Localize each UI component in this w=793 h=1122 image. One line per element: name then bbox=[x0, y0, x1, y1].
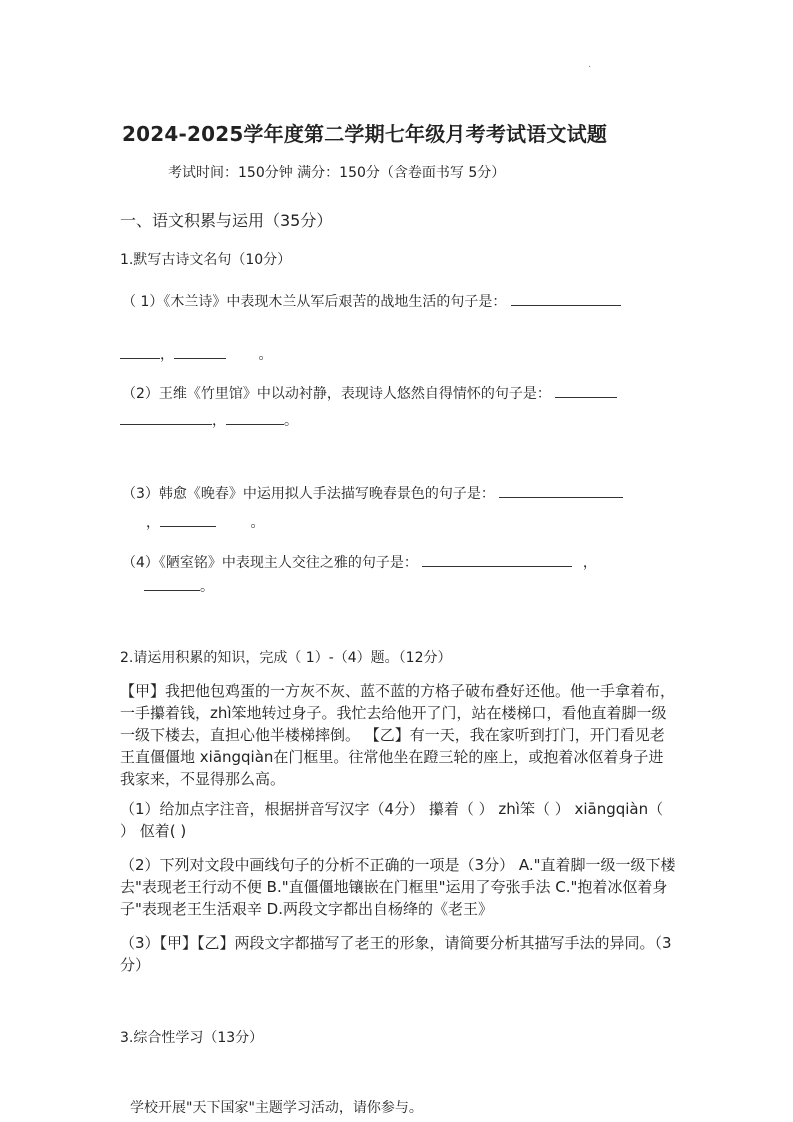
terminator: 。 bbox=[200, 579, 214, 595]
separator: ， bbox=[160, 347, 174, 363]
answer-blank[interactable] bbox=[174, 344, 226, 359]
separator: ， bbox=[212, 413, 226, 429]
q1-item-1-text: （ 1）《木兰诗》中表现木兰从军后艰苦的战地生活的句子是： bbox=[122, 294, 507, 310]
q1-item-2 bbox=[122, 383, 617, 403]
q2-sub-1: （1）给加点字注音，根据拼音写汉字（4分） 攥着（ ） zhì笨（ ） xiāngqiàn（ ） 伛着( ) bbox=[120, 800, 664, 840]
q1-item-2-text: （2）王维《竹里馆》中以动衬静，表现诗人悠然自得情怀的句子是： bbox=[122, 386, 551, 402]
answer-blank[interactable] bbox=[422, 552, 572, 567]
q3-intro: 学校开展"天下国家"主题学习活动，请你参与。 bbox=[130, 1100, 423, 1116]
terminator: 。 bbox=[250, 515, 265, 531]
answer-blank[interactable] bbox=[120, 410, 212, 425]
answer-blank[interactable] bbox=[555, 383, 617, 398]
answer-blank[interactable] bbox=[160, 512, 216, 527]
answer-blank[interactable] bbox=[120, 344, 160, 359]
question-2-title: 2.请运用积累的知识，完成（ 1）-（4）题。（12分） bbox=[120, 650, 452, 666]
answer-blank[interactable] bbox=[144, 576, 200, 591]
separator: ， bbox=[582, 555, 597, 571]
q2-sub-3: （3）【甲】【乙】两段文字都描写了老王的形象，请简要分析其描写手法的异同。（3分） bbox=[120, 934, 672, 974]
q1-item-4-text: （4）《陋室铭》中表现主人交往之雅的句子是： bbox=[122, 555, 418, 571]
exam-info: 考试时间：150分钟 满分：150分（含卷面书写 5分） bbox=[168, 165, 506, 181]
question-1-title: 1.默写古诗文名句（10分） bbox=[120, 252, 292, 268]
scan-speck: · bbox=[588, 62, 592, 73]
terminator: 。 bbox=[284, 413, 298, 429]
terminator: 。 bbox=[258, 347, 273, 363]
q1-item-1-line2 bbox=[120, 344, 272, 364]
q1-item-2-line2 bbox=[120, 410, 298, 430]
answer-blank[interactable] bbox=[511, 291, 621, 306]
page-title: 2024-2025学年度第二学期七年级月考考试语文试题 bbox=[122, 122, 608, 146]
q2-passage: 【甲】我把他包鸡蛋的一方灰不灰、蓝不蓝的方格子破布叠好还他。他一手拿着布，一手攥着钱，zhì笨地转过身子。我忙去给他开了门，站在楼梯口，看他直着脚一级一级下楼去，直担心他半楼梯摔倒。 【乙】有一天，我在家听到打门，开门看见老王直僵僵地 xiāngqiàn在门框里。往常他坐在蹬三轮的座上，或抱着冰伛着身子进我家来，不显得那么高。 bbox=[120, 682, 676, 788]
separator: ， bbox=[146, 515, 160, 531]
q1-item-4-line2 bbox=[144, 576, 214, 596]
q1-item-3-line2 bbox=[146, 512, 264, 532]
q1-item-1 bbox=[122, 291, 621, 311]
q1-item-3 bbox=[122, 483, 623, 503]
q1-item-4 bbox=[122, 552, 597, 572]
question-3-title: 3.综合性学习（13分） bbox=[120, 1030, 264, 1046]
answer-blank[interactable] bbox=[226, 410, 284, 425]
section-heading: 一、语文积累与运用（35分） bbox=[120, 211, 333, 230]
q2-sub-2: （2）下列对文段中画线句子的分析不正确的一项是（3分） A."直着脚一级一级下楼去"表现老王行动不便 B."直僵僵地镶嵌在门框里"运用了夸张手法 C."抱着冰伛着身子"表现老王生活艰辛 D.两段文字都出自杨绛的《老王》 bbox=[120, 856, 676, 918]
q1-item-3-text: （3）韩愈《晚春》中运用拟人手法描写晚春景色的句子是： bbox=[122, 486, 495, 502]
answer-blank[interactable] bbox=[499, 483, 623, 498]
